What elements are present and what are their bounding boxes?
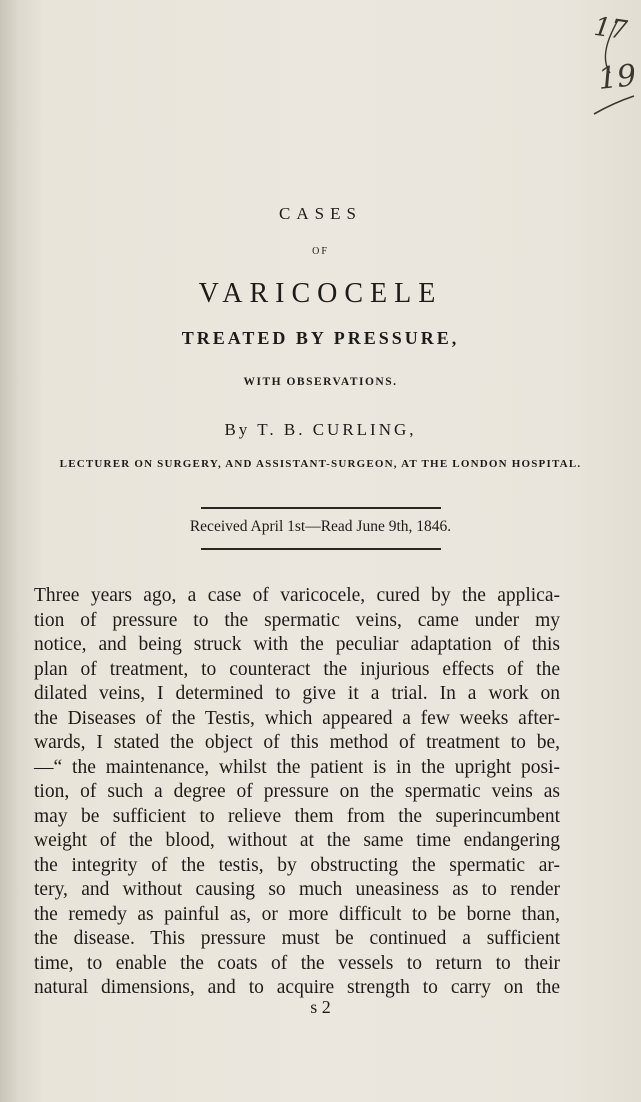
body-line: plan of treatment, to counteract the injurious effects of the: [34, 658, 560, 680]
body-line: tery, and without causing so much uneasiness as to render: [34, 879, 560, 900]
title-treated: TREATED BY PRESSURE,: [181, 328, 460, 348]
body-line: may be sufficient to relieve them from the superincumbent: [34, 805, 560, 827]
body-line: —“ the maintenance, whilst the patient is in the upright posi-: [34, 756, 560, 778]
body-line: Three years ago, a case of varicocele, cured by the applica-: [34, 585, 560, 606]
body-paragraph: [34, 584, 560, 1001]
body-line: time, to enable the coats of the vessels to return to their: [34, 952, 560, 974]
body-line: wards, I stated the object of this method of treatment to be,: [34, 732, 560, 753]
body-line: tion, of such a degree of pressure on the spermatic veins as: [34, 781, 560, 802]
body-line: dilated veins, I determined to give it a trial. In a work on: [34, 683, 560, 704]
body-line: the disease. This pressure must be continued a sufficient: [34, 928, 560, 949]
divider-top: [201, 507, 441, 509]
author-position: LECTURER ON SURGERY, AND ASSISTANT-SURGEON, AT THE LONDON HOSPITAL.: [59, 458, 582, 470]
title-with-observations: WITH OBSERVATIONS.: [243, 376, 398, 388]
body-line: the remedy as painful as, or more difficult to be borne than,: [34, 903, 560, 925]
received-note: Received April 1st—Read June 9th, 1846.: [189, 518, 452, 535]
body-line: tion of pressure to the spermatic veins, came under my: [34, 609, 560, 631]
title-subject: VARICOCELE: [198, 278, 443, 309]
signature-mark: s 2: [310, 997, 331, 1017]
body-line: notice, and being struck with the peculiar adaptation of this: [34, 634, 560, 655]
body-line: the integrity of the testis, by obstructing the spermatic ar-: [34, 854, 560, 876]
author-line: By T. B. CURLING,: [224, 420, 417, 439]
title-cases: CASES: [279, 204, 362, 223]
body-line: weight of the blood, without at the same time endangering: [34, 830, 560, 851]
body-line: the Diseases of the Testis, which appeared a few weeks after-: [34, 707, 560, 729]
body-line: natural dimensions, and to acquire strength to carry on the: [34, 977, 560, 998]
title-of: OF: [312, 246, 329, 257]
divider-bottom: [201, 548, 441, 550]
handwritten-number-top: 17: [592, 11, 630, 47]
handwritten-number-bottom: 19: [596, 58, 638, 97]
